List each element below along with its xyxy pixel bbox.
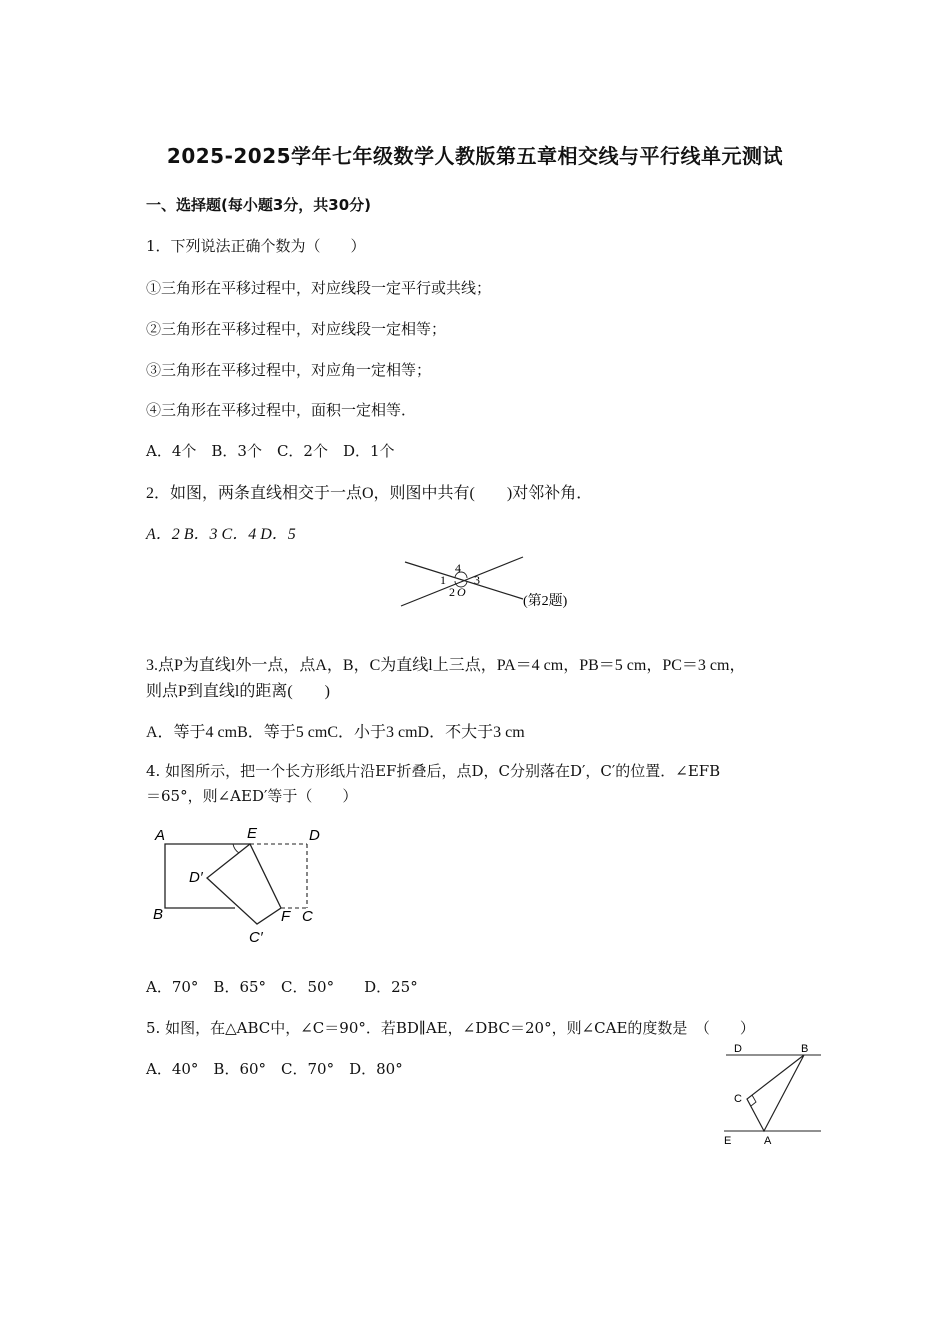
q1-item-2: ②三角形在平移过程中，对应线段一定相等；	[146, 320, 447, 338]
q1-options: A．4个 B．3个 C．2个 D．1个	[146, 442, 395, 460]
point-label-a: A	[155, 827, 166, 844]
angle-label-1: 1	[440, 573, 446, 587]
point-label-c: C	[302, 908, 313, 925]
point-label-d-prime: D′	[189, 869, 203, 886]
document-title: 2025-2025学年七年级数学人教版第五章相交线与平行线单元测试	[166, 144, 784, 168]
point-label-b: B	[153, 906, 164, 923]
point-label-d: D	[734, 1043, 742, 1055]
q4-options: A．70° B．65° C．50° D．25°	[146, 978, 418, 996]
point-label-d: D	[309, 827, 320, 844]
q4-stem-line-1: 4. 如图所示，把一个长方形纸片沿EF折叠后，点D，C分别落在D′，C′的位置．∠EFB	[146, 762, 721, 780]
point-label-c-prime: C′	[249, 929, 263, 946]
point-label-c: C	[734, 1093, 742, 1105]
point-label-o: O	[457, 585, 466, 599]
point-label-e: E	[247, 825, 258, 842]
q3-options: A．等于4 cmB．等于5 cmC．小于3 cmD．不大于3 cm	[146, 724, 525, 741]
figure-caption: (第2题)	[523, 594, 568, 609]
angle-label-3: 3	[474, 573, 480, 587]
right-angle-mark	[751, 1095, 756, 1106]
folded-quadrilateral	[207, 844, 281, 924]
angle-label-4: 4	[455, 561, 461, 575]
angle-mark-e	[233, 844, 239, 853]
q4-figure	[145, 820, 335, 950]
q2-stem: 2．如图，两条直线相交于一点O，则图中共有( )对邻补角．	[146, 485, 593, 502]
triangle-abc	[747, 1055, 804, 1131]
q5-stem: 5. 如图，在△ABC中，∠C＝90°．若BD∥AE，∠DBC＝20°，则∠CAE的度数是 （ ）	[146, 1019, 755, 1037]
q2-options: A．2 B．3 C．4 D．5	[146, 526, 296, 543]
angle-label-2: 2	[449, 585, 455, 599]
point-label-a: A	[764, 1135, 772, 1147]
q5-figure	[720, 1038, 830, 1150]
q1-item-1: ①三角形在平移过程中，对应线段一定平行或共线；	[146, 279, 492, 297]
section-heading: 一、选择题(每小题3分，共30分)	[146, 196, 372, 214]
q1-item-3: ③三角形在平移过程中，对应角一定相等；	[146, 361, 432, 379]
q3-stem-line-2: 则点P到直线l的距离( )	[146, 683, 331, 700]
q1-stem: 1．下列说法正确个数为（ ）	[146, 237, 366, 255]
q1-item-4: ④三角形在平移过程中，面积一定相等．	[146, 401, 417, 419]
q4-stem-line-2: ＝65°，则∠AED′等于（ ）	[146, 787, 358, 805]
q5-options: A．40° B．60° C．70° D．80°	[146, 1060, 403, 1078]
q2-figure	[395, 552, 595, 612]
point-label-b: B	[801, 1043, 809, 1055]
point-label-f: F	[281, 908, 291, 925]
q3-stem-line-1: 3.点P为直线l外一点，点A，B，C为直线l上三点，PA＝4 cm，PB＝5 cm，PC＝3 cm，	[146, 657, 746, 674]
point-label-e: E	[724, 1135, 732, 1147]
